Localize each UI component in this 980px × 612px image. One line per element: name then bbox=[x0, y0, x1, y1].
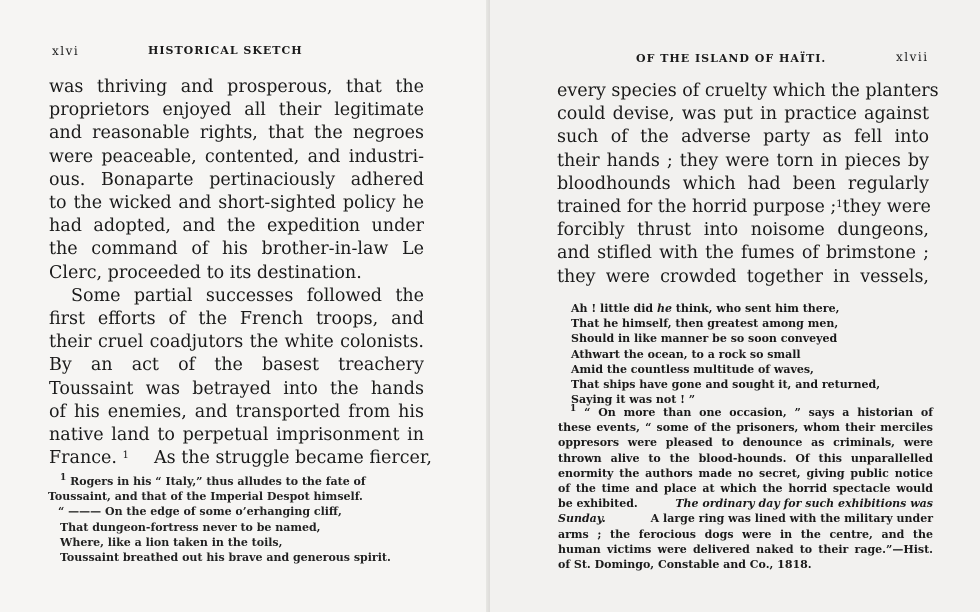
footnote-line: “ ——— On the edge of some o’erhanging cliff, bbox=[58, 505, 342, 519]
body-line: and stifled with the fumes of brimstone ; bbox=[557, 243, 929, 264]
footnote-marker: 1 bbox=[570, 404, 577, 414]
footnote-line: these events, “ some of the prisoners, whom their merciles bbox=[558, 421, 933, 435]
body-line: they were crowded together in vessels, bbox=[557, 266, 929, 287]
body-fragment: As the struggle became fiercer, bbox=[154, 448, 432, 469]
poem-line: Saying it was not ! ” bbox=[571, 393, 696, 407]
body-line: the command of his brother-in-law Le bbox=[49, 239, 424, 260]
footnote-italic: The ordinary day for such exhibitions was bbox=[675, 497, 933, 511]
body-line-with-footnote bbox=[557, 196, 929, 219]
body-line: By an act of the basest treachery bbox=[49, 355, 424, 376]
body-line: was thriving and prosperous, that the bbox=[49, 77, 424, 97]
body-line: proprietors enjoyed all their legitimate bbox=[49, 100, 424, 121]
body-line: ous. Bonaparte pertinaciously adhered bbox=[49, 169, 424, 190]
body-line: had adopted, and the expedition under bbox=[49, 216, 424, 237]
footnote-line: Toussaint breathed out his brave and generous spirit. bbox=[60, 551, 391, 565]
body-line: of his enemies, and transported from his bbox=[49, 401, 424, 422]
poem-line: Amid the countless multitude of waves, bbox=[571, 362, 814, 376]
body-line: their hands ; they were torn in pieces by bbox=[557, 150, 929, 171]
footnote-marker: 1 bbox=[836, 199, 843, 211]
footnote-line: oppresors were pleased to denounce as criminals, were bbox=[558, 436, 933, 450]
body-line: Some partial successes followed the bbox=[71, 285, 424, 306]
footnote-marker: 1 bbox=[122, 450, 129, 462]
poem-italic-word: he bbox=[656, 302, 672, 315]
body-line: every species of cruelty which the planters bbox=[557, 81, 939, 101]
left-body-text bbox=[49, 76, 432, 470]
body-line: native land to perpetual imprisonment in bbox=[49, 425, 424, 446]
footnote-line: enormity the authors made no secret, giving public notice bbox=[558, 466, 933, 480]
poem-line: That ships have gone and sought it, and returned, bbox=[571, 378, 881, 392]
body-line: and reasonable rights, that the negroes bbox=[49, 123, 424, 144]
body-line: to the wicked and short-sighted policy he bbox=[49, 193, 424, 214]
body-fragment: France. bbox=[49, 448, 117, 469]
footnote-marker: 1 bbox=[60, 473, 67, 483]
body-line: could devise, was put in practice against bbox=[557, 104, 929, 125]
right-page bbox=[490, 0, 980, 612]
body-line: their cruel coadjutors the white colonists. bbox=[49, 332, 424, 353]
poem-quotation bbox=[571, 301, 880, 407]
body-fragment: trained for the horrid purpose ; bbox=[557, 197, 837, 218]
right-body-text bbox=[557, 80, 939, 289]
body-line: Toussaint was betrayed into the hands bbox=[49, 378, 424, 399]
footnote-line: Sunday. A large ring was lined with the military under bbox=[558, 512, 933, 526]
footnote-line: That dungeon-fortress never to be named, bbox=[60, 520, 321, 534]
body-line: bloodhounds which had been regularly bbox=[557, 173, 929, 194]
right-running-title: OF THE ISLAND OF HAÏTI. bbox=[636, 52, 827, 65]
right-footnote bbox=[558, 405, 933, 572]
body-line-with-footnote bbox=[49, 447, 432, 470]
body-line: Clerc, proceeded to its destination. bbox=[49, 262, 362, 283]
footnote-line: of St. Domingo, Constable and Co., 1818. bbox=[558, 558, 812, 572]
footnote-line bbox=[60, 474, 420, 489]
body-line: first efforts of the French troops, and bbox=[49, 309, 424, 330]
footnote-italic: Sunday. bbox=[558, 512, 606, 526]
poem-line: That he himself, then greatest among men, bbox=[571, 317, 839, 331]
body-line: such of the adverse party as fell into bbox=[557, 127, 929, 148]
footnote-line: $^1$ “ On more than one occasion, ” says a historian of bbox=[570, 404, 933, 419]
left-running-title: HISTORICAL SKETCH bbox=[148, 44, 303, 57]
left-page-number: xlvi bbox=[52, 44, 80, 58]
footnote-line: arms ; the ferocious dogs were in the centre, and the bbox=[558, 527, 933, 541]
footnote-line: Toussaint, and that of the Imperial Despot himself. bbox=[48, 490, 363, 504]
poem-line: Ah ! little did he think, who sent him there, bbox=[571, 302, 840, 315]
footnote-text: Rogers in his “ Italy,” thus alludes to the fate of bbox=[70, 475, 366, 488]
right-page-number: xlvii bbox=[896, 50, 929, 64]
body-line: forcibly thrust into noisome dungeons, bbox=[557, 220, 929, 241]
footnote-line: human victims were delivered naked to their rage.”—Hist. bbox=[558, 542, 933, 556]
poem-line: Athwart the ocean, to a rock so small bbox=[571, 347, 801, 361]
footnote-line: of the time and place at which the horrid spectacle would bbox=[558, 482, 933, 496]
footnote-line: Where, like a lion taken in the toils, bbox=[60, 535, 283, 549]
body-line: were peaceable, contented, and industri- bbox=[49, 146, 424, 167]
left-footnote bbox=[48, 473, 420, 565]
footnote-line: be exhibited. The ordinary day for such exhibitions was bbox=[558, 497, 933, 511]
poem-line: Should in like manner be so soon conveyed bbox=[571, 332, 838, 346]
footnote-line: thrown alive to the blood-hounds. Of this unparallelled bbox=[558, 451, 933, 465]
body-fragment: they were bbox=[842, 197, 931, 218]
